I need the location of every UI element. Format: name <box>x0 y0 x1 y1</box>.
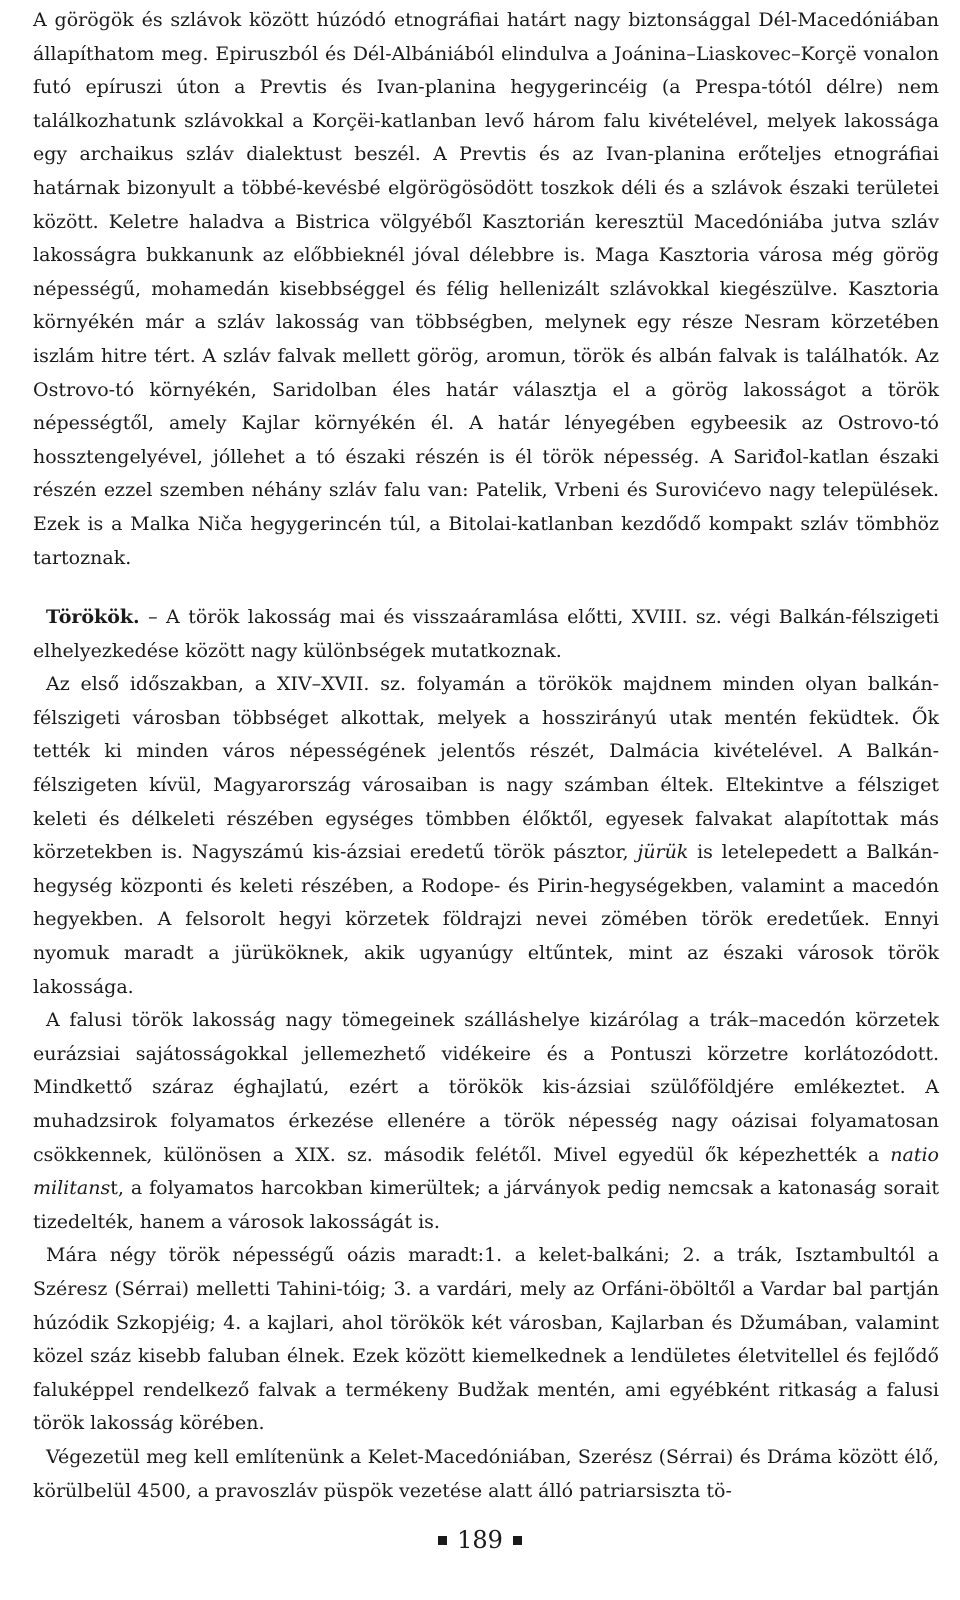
page-footer <box>0 1520 960 1560</box>
paragraph-four-oases <box>33 1239 939 1441</box>
text-column <box>33 4 939 1508</box>
paragraph-text: A falusi török lakosság nagy tömegeinek szálláshelye kizárólag a trák–macedón körzetek eurázsiai sajátosságokkal jellemezhető vidékeire és a Pontuszi körzetre korlátozódott. Mindkettő száraz éghajlatú, ezért a törökök kis-ázsiai szülőföldjére emlékeztet. A muhadzsirok folyamatos érkezése ellenére a török népesség nagy oázisai folyamatosan csökkennek, különösen a XIX. sz. második felétől. Mivel egyedül ők képezhették a <box>33 1009 939 1166</box>
paragraph-text: is letelepedett a Balkán-hegység központi és keleti részében, a Rodope- és Pirin-hegységekben, valamint a macedón hegyekben. A felsorolt hegyi körzetek földrajzi nevei zömében török eredetűek. Ennyi nyomuk maradt a jürüköknek, akik ugyanúgy eltűntek, mint az északi városok török lakossága. <box>33 841 939 998</box>
page-number: 189 <box>457 1526 503 1554</box>
paragraph-rural-population <box>33 1004 939 1239</box>
paragraph-text: Az első időszakban, a XIV–XVII. sz. folyamán a törökök majdnem minden olyan balkán-félszigeti városban többséget alkottak, melyek a hosszirányú utak mentén feküdtek. Ők tették ki minden város népességének jelentős részét, Dalmácia kivételével. A Balkán-félszigeten kívül, Magyarország városaiban is nagy számban éltek. Eltekintve a félsziget keleti és délkeleti részében egységes tömbben élőktől, egyesek falvakat alapítottak más körzetekben is. Nagyszámú kis-ázsiai eredetű török pásztor, <box>33 673 939 864</box>
paragraph-final <box>33 1441 939 1508</box>
paragraph-text: t, a folyamatos harcokban kimerültek; a járványok pedig nemcsak a katonaság sorait tizedelték, hanem a városok lakosságát is. <box>33 1177 939 1233</box>
section-spacer <box>33 575 939 601</box>
black-square-icon <box>438 1536 447 1545</box>
paragraph-greek-slav-boundary <box>33 4 939 575</box>
paragraph-first-period <box>33 668 939 1004</box>
paragraph-turks-intro <box>33 601 939 668</box>
italic-term: jürük <box>637 841 689 864</box>
paragraph-text: – A török lakosság mai és visszaáramlása előtti, XVIII. sz. végi Balkán-félszigeti elhelyezkedése között nagy különbségek mutatkoznak. <box>33 606 939 662</box>
black-square-icon <box>513 1536 522 1545</box>
paragraph-text: A görögök és szlávok között húzódó etnográfiai határt nagy biztonsággal Dél-Macedóniában állapíthatom meg. Epiruszból és Dél-Albániából elindulva a Joánina–Liaskovec–Korçë vonalon futó epíruszi úton a Prevtis és Ivan-planina hegygerincéig (a Prespa-tótól délre) nem találkozhatunk szlávokkal a Korçëi-katlanban levő három falu kivételével, melyek lakossága egy archaikus szláv dialektust beszél. A Prevtis és az Ivan-planina erőteljes etnográfiai határnak bizonyult a többé-kevésbé elgörögösödött toszkok déli és a szlávok északi területei között. Keletre haladva a Bistrica völgyéből Kasztorián keresztül Macedóniába jutva szláv lakosságra bukkanunk az előbbieknél jóval délebbre is. Maga Kasztoria városa még görög népességű, mohamedán kisebbséggel és félig hellenizált szlávokkal kiegészülve. Kasztoria környékén már a szláv lakosság van többségben, melynek egy része Nesram körzetében iszlám hitre tért. A szláv falvak mellett görög, aromun, török és albán falvak is találhatók. Az Ostrovo-tó környékén, Saridolban éles határ választja el a görög lakosságot a török népességtől, amely Kajlar környékén él. A határ lényegében egybeesik az Ostrovo-tó hossztengelyével, jóllehet a tó északi részén is él török népesség. A Sariđol-katlan északi részén ezzel szemben néhány szláv falu van: Patelik, Vrbeni és Surovićevo nagy települések. Ezek is a Malka Niča hegygerincén túl, a Bitolai-katlanban kezdődő kompakt szláv tömbhöz tartoznak. <box>33 9 939 569</box>
section-heading: Törökök. <box>46 606 140 629</box>
paragraph-text: Végezetül meg kell említenünk a Kelet-Macedóniában, Szerész (Sérrai) és Dráma között élő, körülbelül 4500, a pravoszláv püspök vezetése alatt álló patriarsiszta tö- <box>33 1445 939 1502</box>
paragraph-text: Mára négy török népességű oázis maradt:1. a kelet-balkáni; 2. a trák, Isztambultól a Széresz (Sérrai) melletti Tahini-tóig; 3. a vardári, mely az Orfáni-öböltől a Vardar bal partján húzódik Szkopjéig; 4. a kajlari, ahol törökök két városban, Kajlarban és Džumában, valamint közel száz kisebb faluban élnek. Ezek között kiemelkednek a lendületes életvitellel és fejlődő faluképpel rendelkező falvak a termékeny Budžak mentén, ami egyébként ritkaság a falusi török lakosság körében. <box>33 1244 939 1435</box>
italic-term: natio militans <box>33 1143 939 1200</box>
